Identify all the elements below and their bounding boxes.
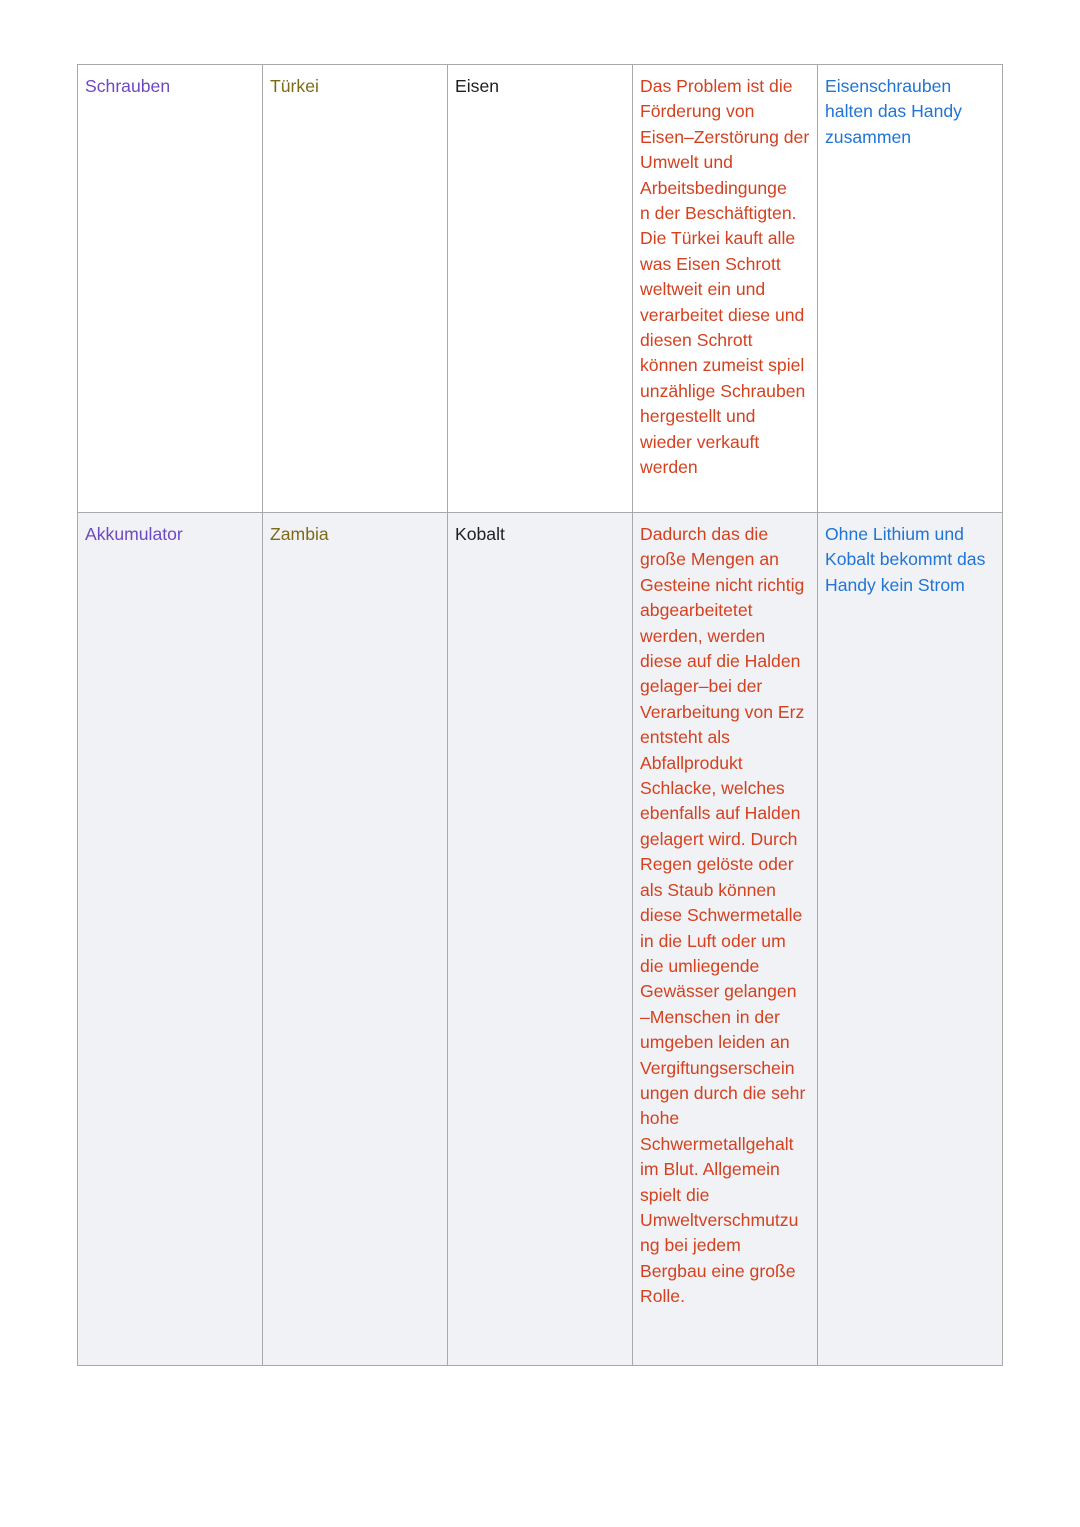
material-label: Eisen [455,76,500,96]
country-label: Zambia [270,524,329,544]
materials-table [77,64,1003,1366]
cell-material [448,513,633,1366]
table-row [78,65,1003,513]
material-label: Kobalt [455,524,505,544]
part-label: Akkumulator [85,524,183,544]
cell-country [263,65,448,513]
cell-problem [633,513,818,1366]
cell-part [78,65,263,513]
cell-country [263,513,448,1366]
table-row [78,513,1003,1366]
purpose-text: Eisenschrauben halten das Handy zusammen [825,76,962,147]
cell-purpose [818,513,1003,1366]
problem-text: Dadurch das die große Mengen an Gesteine nicht richtig abgearbeitetet werden, werden diese auf die Halden gelager–bei der Verarbeitung von Erz entsteht als Abfallprodukt Schlacke, welches ebenfalls auf Halden gelagert wird. Durch Regen gelöste oder als Staub können diese Schwermetalle in die Luft oder um die umliegende Gewässer gelangen –Menschen in der umgeben leiden an Vergiftungserschein ungen durch die sehr hohe Schwermetallgehalt im Blut. Allgemein spielt die Umweltverschmutzu ng bei jedem Bergbau eine große Rolle. [640,524,806,1307]
problem-text: Das Problem ist die Förderung von Eisen–Zerstörung der Umwelt und Arbeitsbedingunge n der Beschäftigten. Die Türkei kauft alle was Eisen Schrott weltweit ein und verarbeitet diese und diesen Schrott können zumeist spiel unzählige Schrauben hergestellt und wieder verkauft werden [640,76,810,478]
cell-problem [633,65,818,513]
country-label: Türkei [270,76,319,96]
part-label: Schrauben [85,76,171,96]
purpose-text: Ohne Lithium und Kobalt bekommt das Handy kein Strom [825,524,986,595]
cell-material [448,65,633,513]
cell-part [78,513,263,1366]
cell-purpose [818,65,1003,513]
